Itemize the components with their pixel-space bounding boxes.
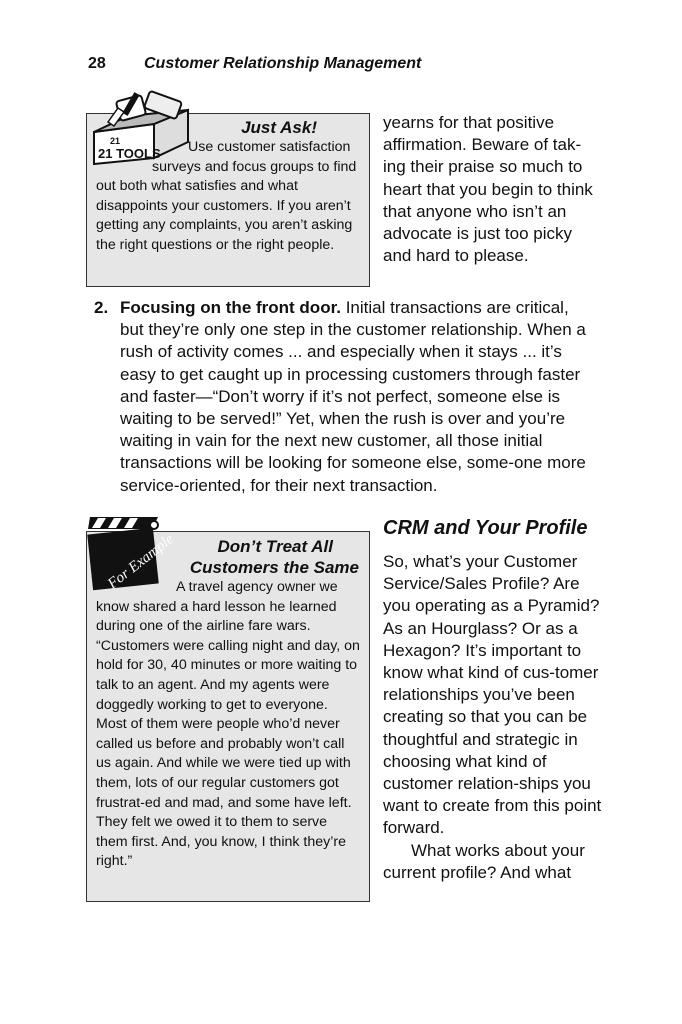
- body-text-column: yearns for that positive affirmation. Beware of tak-ing their praise so much to heart that you begin to think that anyone who isn’t an advocate is just too picky and hard to please.: [383, 113, 593, 266]
- list-number: 2.: [94, 298, 109, 317]
- paragraph: So, what’s your Customer Service/Sales Profile? Are you operating as a Pyramid? As an Hourglass? Or as a Hexagon? It’s important to know what kind of cus-tomer relationships you’ve been creating so that you can be thoughtful and strategic in choosing what kind of customer relation-ships you want to create from this point forward.: [383, 552, 602, 838]
- tip-title: Just Ask!: [241, 118, 317, 137]
- page-number: 28: [88, 55, 106, 72]
- toolbox-label: 21 TOOLS: [98, 146, 161, 161]
- clapperboard-icon: [88, 515, 177, 595]
- example-title-line2: Customers the Same: [189, 558, 359, 577]
- book-title: Customer Relationship Management: [144, 55, 422, 72]
- toolbox-icon: [88, 92, 200, 164]
- body-text-column-2: [383, 515, 605, 884]
- svg-text:21: 21: [110, 136, 121, 146]
- paragraph: What works about your current profile? And what: [383, 840, 585, 882]
- running-header: [88, 55, 421, 73]
- list-text: Initial transactions are critical, but they’re only one step in the customer relationship. When a rush of activity comes ... and especially when it stays ... it’s easy to get caught up in processing customers through faster and faster—“Don’t worry if it’s not perfect, someone else is waiting to be served!” Yet, when the rush is over and you’re waiting in vain for the next new customer, all those initial transactions will be looking for someone else, some-one more service-oriented, for their next transaction.: [120, 298, 586, 495]
- tip-text: Use customer satisfaction surveys and focus groups to find out both what satisfies and what disappoints your customers. If you aren’t getting any complaints, you aren’t asking the right questions or the right people.: [96, 139, 357, 253]
- list-item: [94, 297, 594, 497]
- clapperboard-label: For Example: [105, 531, 177, 593]
- section-heading: CRM and Your Profile: [383, 517, 588, 539]
- example-text: A travel agency owner we know shared a hard lesson he learned during one of the airline fare wars. “Customers were calling night and day, on hold for 30, 40 minutes or more waiting to talk to an agent. And my agents were doggedly working to get to everyone. Most of them were people who’d never called us before and probably won’t call us again. And while we were tied up with them, lots of our regular customers got frustrat-ed and mad, and some have left. They felt we owed it to them to serve them first. And, you know, I think they’re right.”: [96, 579, 360, 870]
- list-lead: Focusing on the front door.: [120, 298, 341, 317]
- example-title-line1: Don’t Treat All: [217, 537, 333, 556]
